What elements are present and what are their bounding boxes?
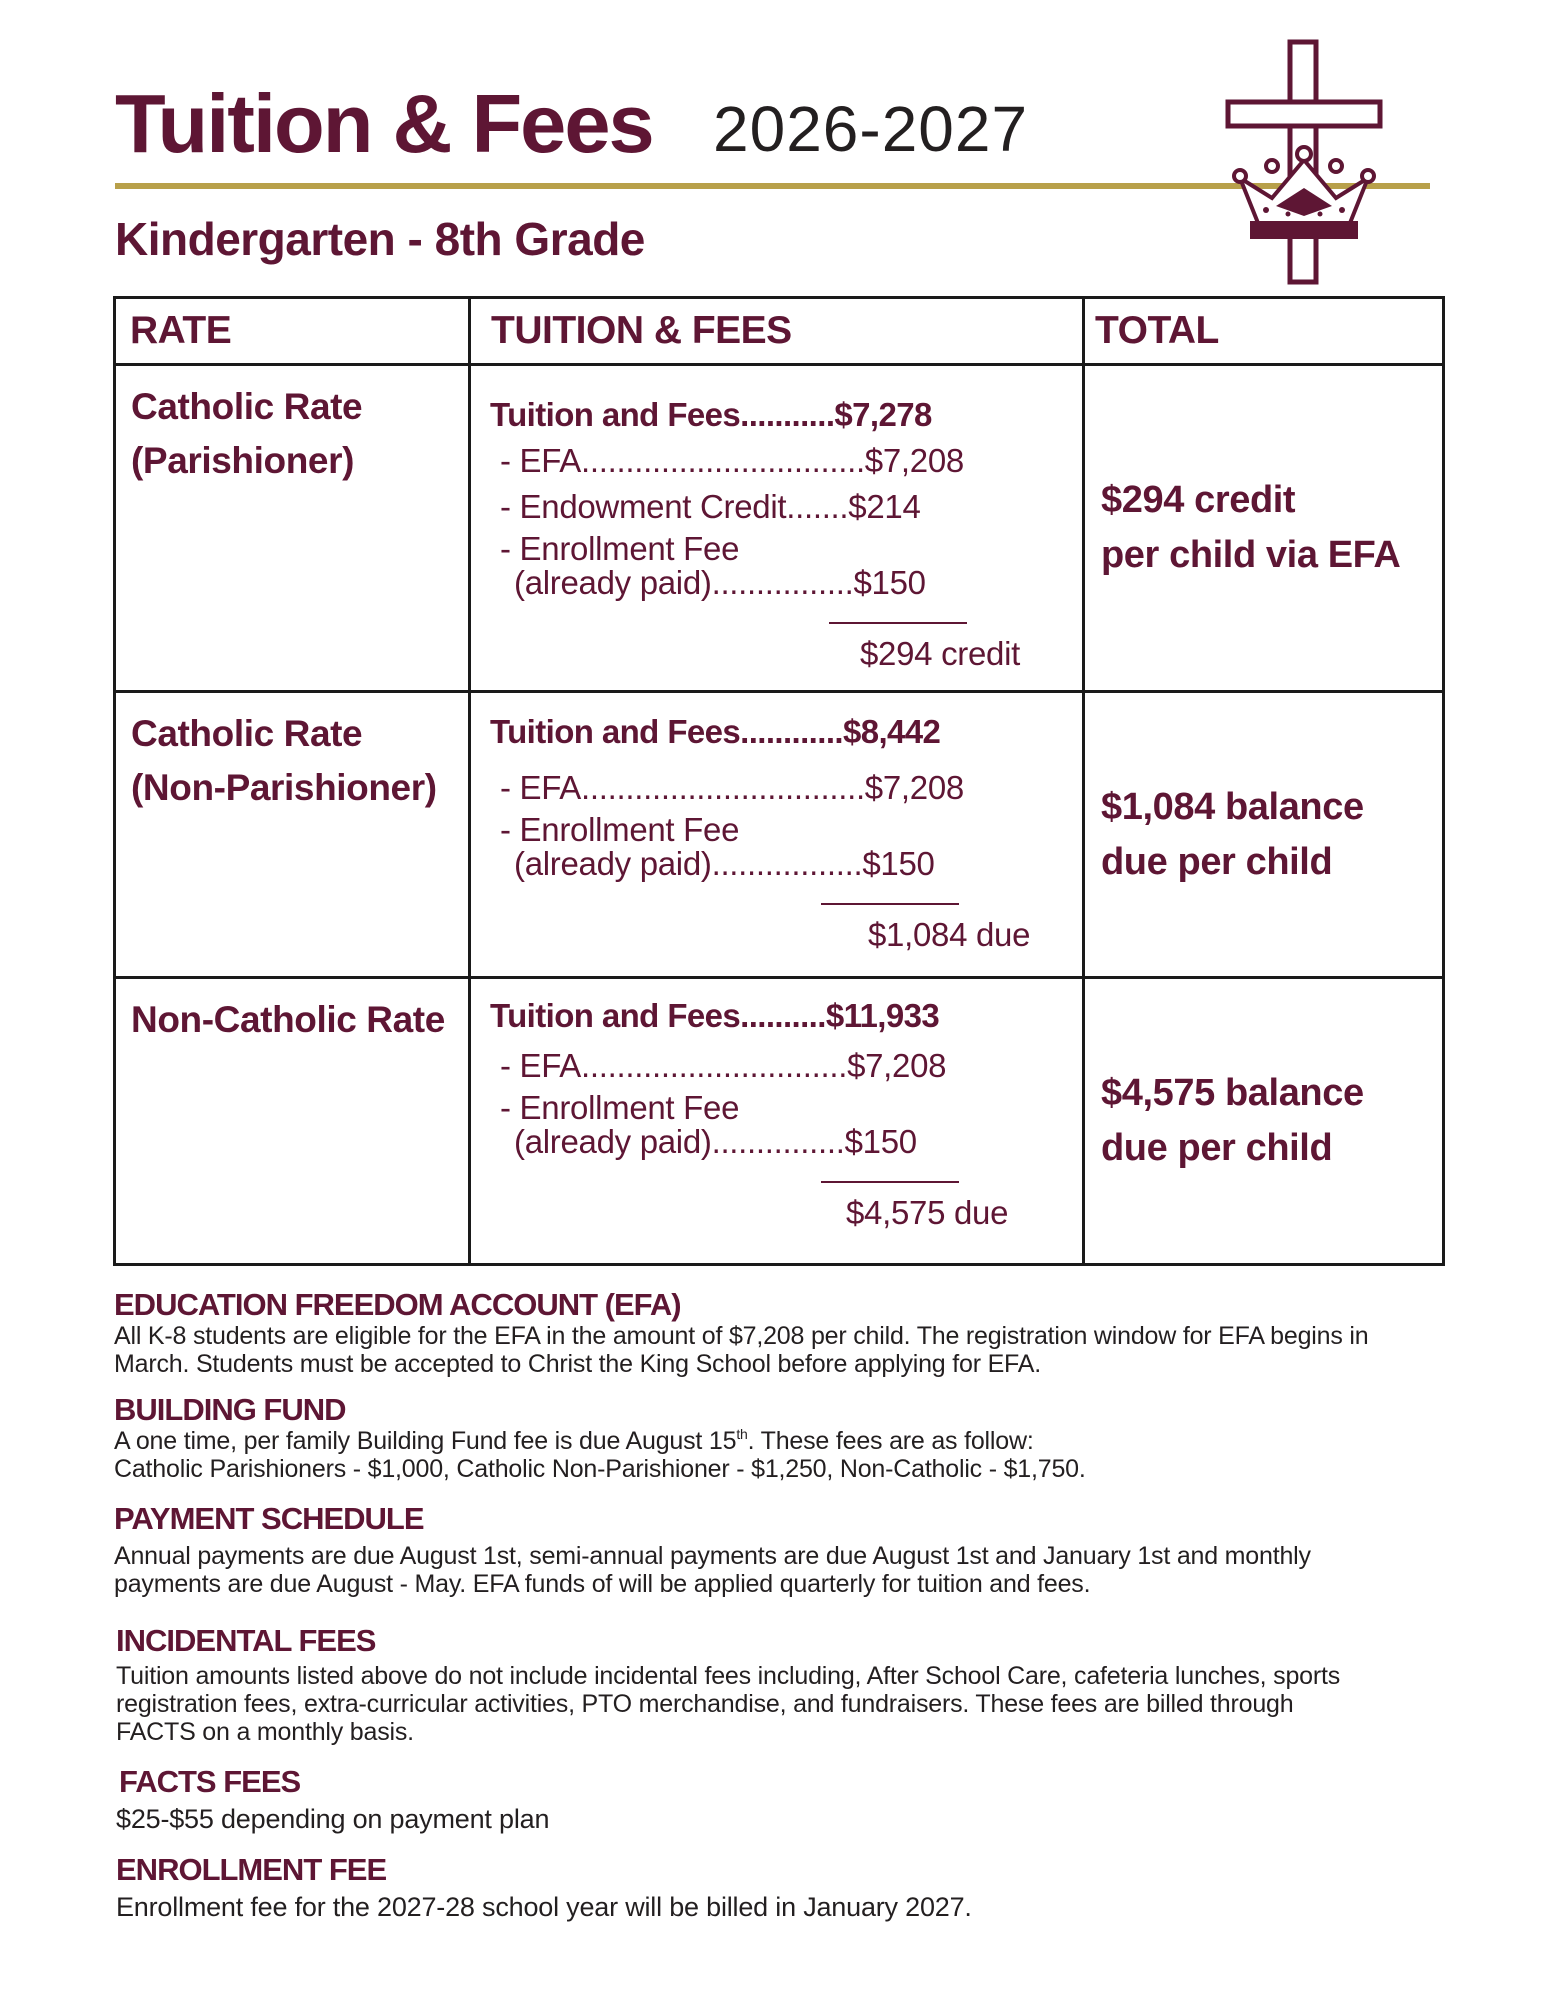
- row-result: $294 credit: [860, 635, 1020, 672]
- rate-qualifier: (Parishioner): [131, 440, 355, 481]
- efa-section: [114, 1288, 1444, 1378]
- total-line-2: per child via EFA: [1101, 534, 1401, 576]
- section-text: A one time, per family Building Fund fee is due August 15th. These fees are as follow:: [114, 1426, 1034, 1455]
- enrollment-fee-label: - Enrollment Fee: [500, 530, 740, 567]
- column-header-total: TOTAL: [1084, 298, 1444, 365]
- total-cell: [1084, 365, 1444, 692]
- table-row: [115, 692, 1444, 978]
- section-heading: BUILDING FUND: [114, 1392, 346, 1427]
- section-text: registration fees, extra-curricular activities, PTO merchandise, and fundraisers. These fees are billed through: [116, 1690, 1294, 1718]
- enrollment-fee-paid: (already paid)................$150: [514, 564, 926, 601]
- rate-cell: [115, 365, 470, 692]
- total-line-1: $1,084 balance: [1101, 785, 1364, 828]
- school-year: 2026-2027: [713, 93, 1029, 165]
- rate-qualifier: (Non-Parishioner): [131, 767, 437, 808]
- tuition-and-fees-amount: Tuition and Fees............$8,442: [490, 713, 941, 750]
- rate-name: Catholic Rate: [131, 386, 363, 427]
- section-text: FACTS on a monthly basis.: [116, 1718, 414, 1746]
- table-row: [115, 365, 1444, 692]
- section-text: Tuition amounts listed above do not include incidental fees including, After School Care, cafeteria lunches, sports: [116, 1662, 1341, 1690]
- page-title: Tuition & Fees: [115, 77, 653, 170]
- tuition-and-fees-amount: Tuition and Fees..........$11,933: [490, 997, 940, 1034]
- table-header-row: [115, 298, 1444, 365]
- total-line-1: $294 credit: [1101, 479, 1296, 521]
- section-heading: PAYMENT SCHEDULE: [114, 1501, 424, 1536]
- section-text: Enrollment fee for the 2027-28 school year will be billed in January 2027.: [116, 1892, 972, 1922]
- enrollment-fee-label: - Enrollment Fee: [500, 811, 740, 848]
- rate-name: Non-Catholic Rate: [131, 999, 445, 1040]
- fees-cell: [470, 978, 1084, 1265]
- rate-cell: [115, 692, 470, 978]
- section-text: All K-8 students are eligible for the EFA in the amount of $7,208 per child. The registration window for EFA begins in: [114, 1322, 1369, 1350]
- table-row: [115, 978, 1444, 1265]
- enrollment-fee-label: - Enrollment Fee: [500, 1089, 740, 1126]
- section-text: Catholic Parishioners - $1,000, Catholic Non-Parishioner - $1,250, Non-Catholic - $1,750.: [114, 1455, 1086, 1483]
- total-line-1: $4,575 balance: [1101, 1072, 1364, 1114]
- section-heading: INCIDENTAL FEES: [116, 1623, 376, 1658]
- cross-and-crown-icon: [1218, 38, 1390, 288]
- efa-deduction: - EFA................................$7,208: [500, 442, 964, 479]
- tuition-and-fees-amount: Tuition and Fees...........$7,278: [490, 396, 932, 433]
- payment-schedule-section: [114, 1502, 1444, 1598]
- sum-rule: [821, 903, 959, 905]
- row-result: $1,084 due: [868, 916, 1031, 953]
- section-text: $25-$55 depending on payment plan: [116, 1804, 550, 1834]
- section-heading: FACTS FEES: [119, 1764, 301, 1799]
- total-line-2: due per child: [1101, 1127, 1333, 1169]
- incidental-fees-section: [116, 1624, 1446, 1746]
- sum-rule: [821, 1181, 959, 1183]
- total-line-2: due per child: [1101, 840, 1333, 883]
- efa-deduction: - EFA................................$7,208: [500, 769, 964, 806]
- section-text: March. Students must be accepted to Christ the King School before applying for EFA.: [114, 1350, 1041, 1378]
- section-heading: EDUCATION FREEDOM ACCOUNT (EFA): [114, 1287, 681, 1322]
- enrollment-fee-paid: (already paid)...............$150: [514, 1123, 917, 1160]
- total-cell: [1084, 978, 1444, 1265]
- rate-name: Catholic Rate: [131, 713, 363, 754]
- building-fund-section: [114, 1393, 1444, 1483]
- efa-deduction: - EFA..............................$7,208: [500, 1047, 947, 1084]
- endowment-credit: - Endowment Credit.......$214: [500, 488, 921, 525]
- grade-range-heading: Kindergarten - 8th Grade: [115, 213, 645, 265]
- column-header-rate: RATE: [115, 298, 470, 365]
- row-result: $4,575 due: [846, 1194, 1009, 1231]
- section-text: payments are due August - May. EFA funds of will be applied quarterly for tuition and fees.: [114, 1570, 1091, 1598]
- section-heading: ENROLLMENT FEE: [116, 1852, 387, 1887]
- rate-cell: [115, 978, 470, 1265]
- column-header-tuition-fees: TUITION & FEES: [470, 298, 1084, 365]
- enrollment-fee-paid: (already paid).................$150: [514, 845, 935, 882]
- section-text: Annual payments are due August 1st, semi-annual payments are due August 1st and January 1st and monthly: [114, 1542, 1311, 1570]
- sum-rule: [829, 622, 967, 624]
- fees-cell: [470, 692, 1084, 978]
- facts-fees-section: [116, 1764, 1449, 1835]
- enrollment-fee-section: [116, 1853, 1446, 1923]
- tuition-table: [113, 296, 1445, 1266]
- total-cell: [1084, 692, 1444, 978]
- fees-cell: [470, 365, 1084, 692]
